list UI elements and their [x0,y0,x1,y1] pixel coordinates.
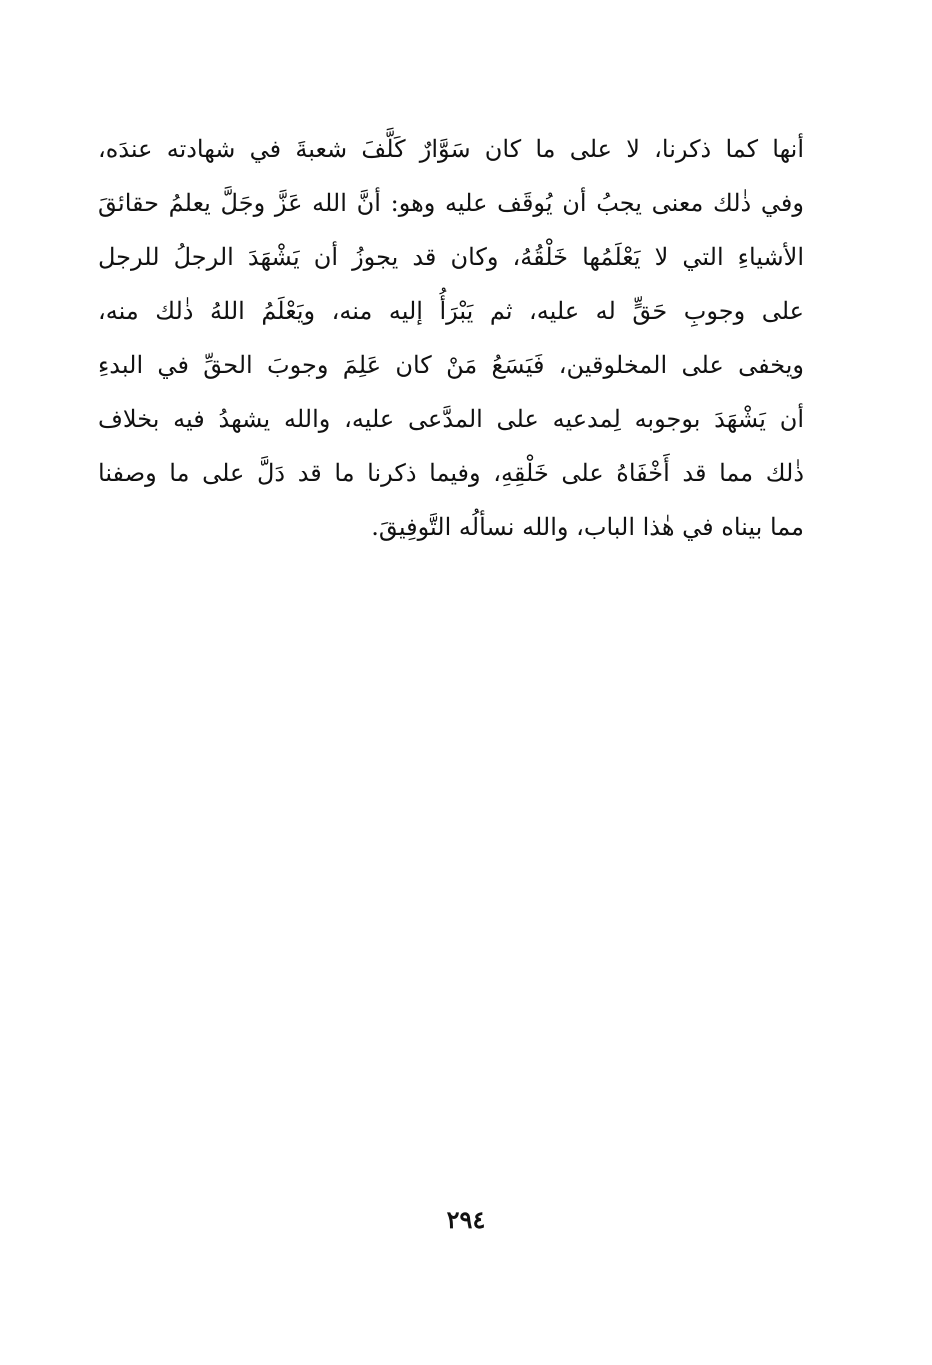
text-line: وفي ذٰلك معنى يجبُ أن يُوقَف عليه وهو: أنَّ الله عَزَّ وجَلَّ يعلمُ حقائقَ [98,189,804,217]
text-line: أن يَشْهَدَ بوجوبه لِمدعيه على المدَّعى عليه، والله يشهدُ فيه بخلاف [98,405,804,433]
text-line-last: مما بيناه في هٰذا الباب، والله نسألُه التَّوفِيقَ. [371,513,804,541]
text-line: الأشياءِ التي لا يَعْلَمُها خَلْقُهُ، وكان قد يجوزُ أن يَشْهَدَ الرجلُ للرجل [98,243,804,271]
text-line: أنها كما ذكرنا، لا على ما كان سَوَّارٌ كَلَّفَ شعبةَ في شهادته عندَه، [98,135,804,163]
page-number: ٢٩٤ [446,1205,486,1234]
body-paragraph [98,122,804,554]
text-line: على وجوبِ حَقٍّ له عليه، ثم يَبْرَأُ إليه منه، ويَعْلَمُ اللهُ ذٰلك منه، [98,297,804,325]
text-line: ويخفى على المخلوقين، فَيَسَعُ مَنْ كان عَلِمَ وجوبَ الحقِّ في البدءِ [98,351,805,379]
text-line: ذٰلك مما قد أَخْفَاهُ على خَلْقِهِ، وفيما ذكرنا ما قد دَلَّ على ما وصفنا [98,459,804,487]
